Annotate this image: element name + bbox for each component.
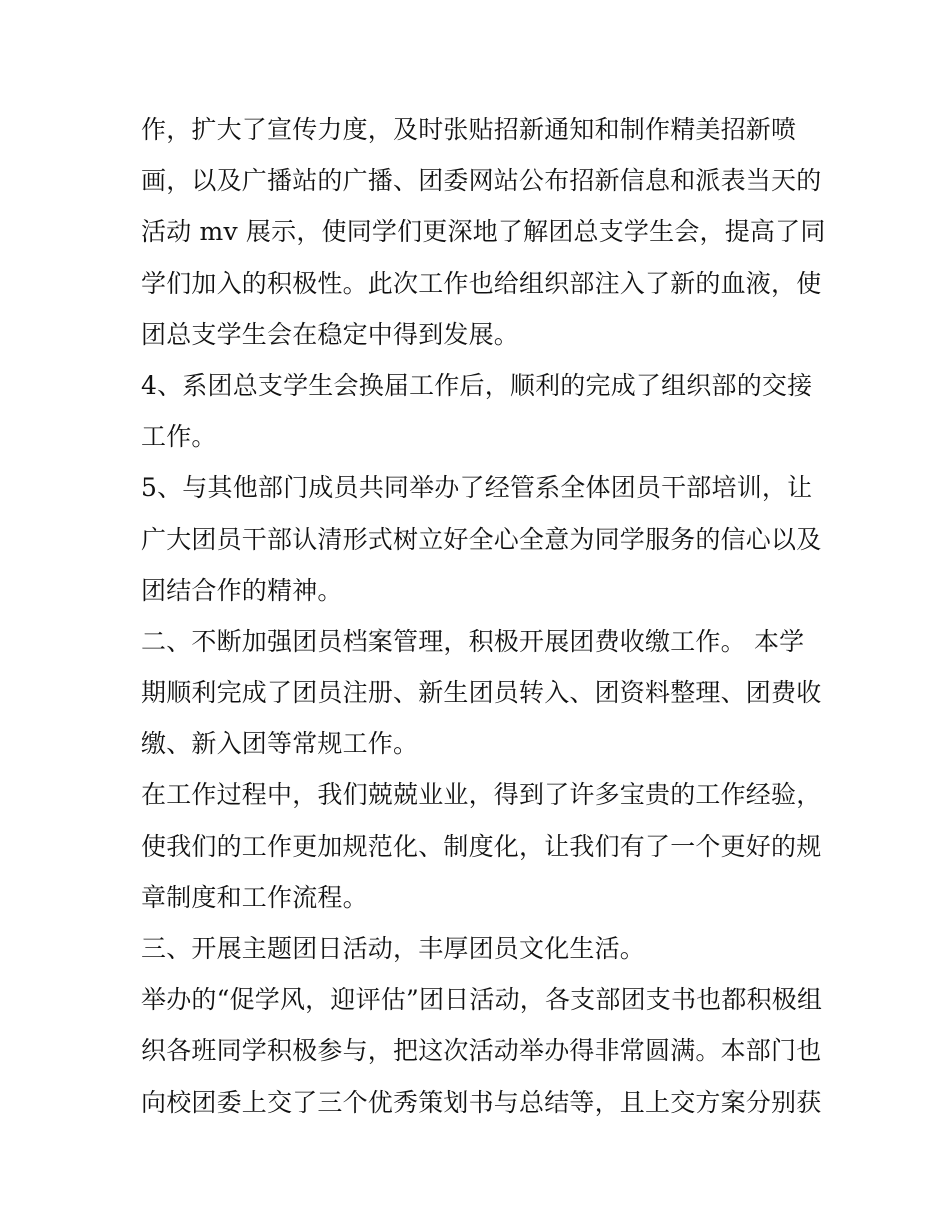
text-line: 广大团员干部认清形式树立好全心全意为同学服务的信心以及 [141, 524, 822, 554]
text-line: 画，以及广播站的广播、团委网站公布招新信息和派表当天的 [141, 166, 822, 196]
text-line: 织各班同学积极参与，把这次活动举办得非常圆满。本部门也 [141, 1036, 822, 1066]
text-line: 期顺利完成了团员注册、新生团员转入、团资料整理、团费收 [141, 678, 822, 708]
text-line: 学们加入的积极性。此次工作也给组织部注入了新的血液，使 [141, 268, 822, 298]
text-line: 作，扩大了宣传力度，及时张贴招新通知和制作精美招新喷 [141, 115, 797, 144]
text-line: 工作。 [141, 422, 217, 452]
text-line: 活动 mv 展示，使同学们更深地了解团总支学生会，提高了同 [141, 217, 826, 247]
text-line: 使我们的工作更加规范化、制度化，让我们有了一个更好的规 [141, 831, 822, 861]
text-line: 团总支学生会在稳定中得到发展。 [141, 319, 520, 349]
text-line: 章制度和工作流程。 [141, 882, 368, 912]
text-line: 团结合作的精神。 [141, 575, 343, 605]
text-line: 向校团委上交了三个优秀策划书与总结等，且上交方案分别获 [141, 1087, 822, 1117]
document-body [141, 104, 826, 1128]
text-line: 三、开展主题团日活动，丰厚团员文化生活。 [141, 934, 646, 963]
text-line: 二、不断加强团员档案管理，积极开展团费收缴工作。 本学 [141, 626, 805, 656]
text-line: 举办的“促学风，迎评估”团日活动，各支部团支书也都积极组 [141, 985, 823, 1015]
text-line: 4、系团总支学生会换届工作后，顺利的完成了组织部的交接 [141, 370, 813, 400]
text-line: 5、与其他部门成员共同举办了经管系全体团员干部培训，让 [141, 473, 813, 503]
text-line: 在工作过程中，我们兢兢业业，得到了许多宝贵的工作经验， [141, 780, 822, 810]
text-line: 缴、新入团等常规工作。 [141, 729, 419, 759]
